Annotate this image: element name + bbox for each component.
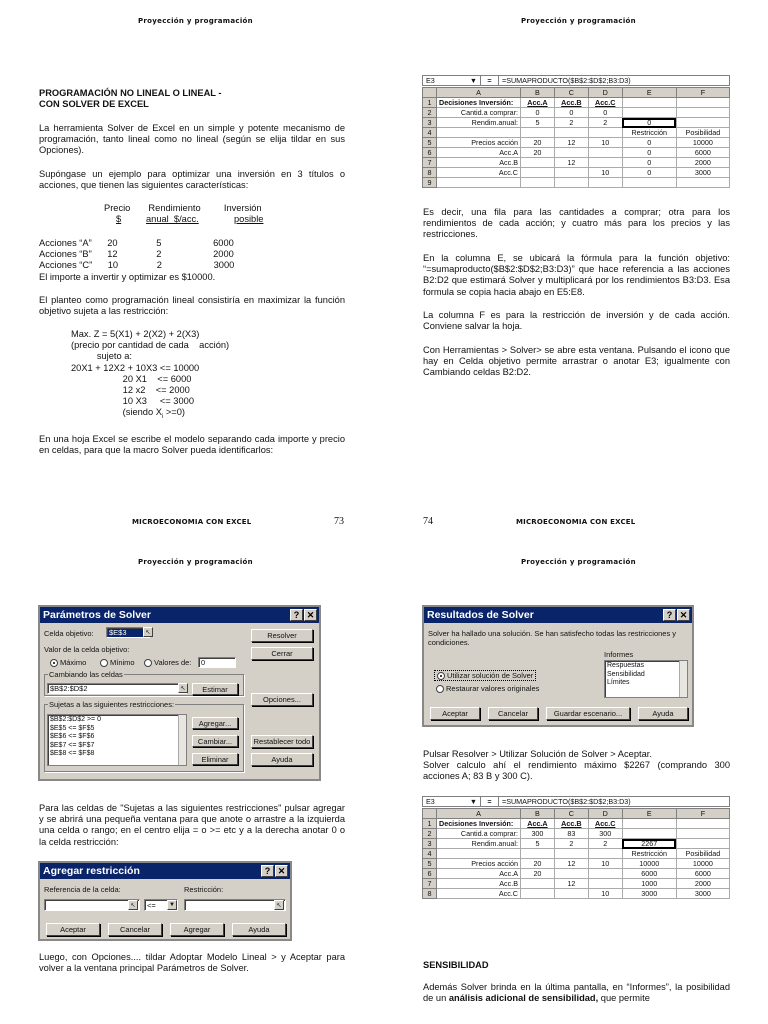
cell[interactable]: Restricción bbox=[622, 849, 676, 859]
result-message: Solver ha hallado una solución. Se han satisfecho todas las restricciones y condiciones. bbox=[428, 629, 677, 647]
row-header[interactable]: 6 bbox=[423, 148, 437, 158]
model-text: Max. Z = 5(X1) + 2(X2) + 2(X3) (precio por cantidad de cada acción) sujeto a: 20X1 + 12X2 + 10X3 <= 10000 20 X1 <= 6000 12 x2 <= 2000 10 X3 <= 3000 (siendo X bbox=[71, 329, 230, 418]
cell[interactable] bbox=[554, 128, 588, 138]
cell[interactable]: 0 bbox=[622, 158, 676, 168]
cell[interactable]: Acc.C bbox=[437, 168, 521, 178]
section-title bbox=[39, 88, 379, 110]
paragraph-line: Pulsar Resolver > Utilizar Solución de Solver > Aceptar. bbox=[423, 749, 652, 759]
chevron-down-icon[interactable]: ▼ bbox=[167, 900, 177, 910]
cell[interactable]: Acc.A bbox=[437, 148, 521, 158]
cell[interactable]: Acc.B bbox=[554, 98, 588, 108]
list-item[interactable]: Sensibilidad bbox=[607, 670, 645, 678]
close-button[interactable]: Cerrar bbox=[251, 647, 313, 660]
reports-label: Informes bbox=[604, 650, 634, 659]
constraint-input[interactable] bbox=[184, 899, 286, 911]
cell[interactable] bbox=[554, 148, 588, 158]
solver-results-dialog bbox=[422, 605, 694, 727]
paragraph-line: Solver calculo ahí el rendimiento máximo $2267 (comprando 300 acciones A; 83 B y 300 C). bbox=[423, 760, 730, 782]
help-icon[interactable]: ? bbox=[261, 865, 274, 877]
constraints-list[interactable] bbox=[47, 714, 187, 766]
cell[interactable]: 6000 bbox=[676, 869, 729, 879]
cell[interactable]: Acc.A bbox=[521, 98, 555, 108]
column-header[interactable]: F bbox=[676, 88, 729, 98]
table-header: Precio Rendimiento Inversión bbox=[104, 203, 262, 213]
cell[interactable] bbox=[676, 839, 729, 849]
cell[interactable]: Posibilidad bbox=[676, 128, 729, 138]
cell[interactable]: Decisiones Inversión: bbox=[437, 98, 521, 108]
cell[interactable]: 20 bbox=[521, 869, 555, 879]
row-header[interactable]: 2 bbox=[423, 108, 437, 118]
cell[interactable]: Acc.A bbox=[521, 819, 555, 829]
cell[interactable]: Cantid.a comprar: bbox=[437, 108, 521, 118]
collapse-icon[interactable]: ↖ bbox=[143, 627, 153, 637]
add-button[interactable]: Agregar bbox=[170, 923, 224, 936]
radio-keep-solution[interactable]: Utilizar solución de Solver bbox=[434, 670, 536, 681]
formula: =SUMAPRODUCTO($B$2:$D$2;B3:D3) bbox=[502, 797, 631, 806]
cell[interactable]: 5 bbox=[521, 839, 555, 849]
cell[interactable] bbox=[437, 178, 521, 188]
cell[interactable]: 2 bbox=[554, 118, 588, 128]
cell[interactable] bbox=[554, 168, 588, 178]
cell[interactable]: 10 bbox=[588, 859, 622, 869]
list-item[interactable]: $E$7 <= $F$7 bbox=[50, 741, 95, 749]
cell[interactable] bbox=[676, 829, 729, 839]
cell[interactable]: 5 bbox=[521, 118, 555, 128]
cell[interactable]: 10000 bbox=[622, 859, 676, 869]
text-span: que permite bbox=[598, 993, 650, 1004]
cell[interactable] bbox=[437, 849, 521, 859]
data-table: Acciones “A” 20 5 6000 Acciones “B” 12 2 2000 Acciones “C” 10 2 3000 bbox=[39, 238, 235, 271]
column-header[interactable]: B bbox=[521, 88, 555, 98]
column-header[interactable]: C bbox=[554, 88, 588, 98]
column-header[interactable]: B bbox=[521, 809, 555, 819]
cell[interactable]: 6000 bbox=[622, 869, 676, 879]
add-constraint-dialog bbox=[38, 861, 292, 941]
formula: =SUMAPRODUCTO($B$2:$D$2;B3:D3) bbox=[502, 76, 631, 85]
collapse-icon[interactable]: ↖ bbox=[178, 683, 188, 693]
cell[interactable]: 300 bbox=[521, 829, 555, 839]
table-header: anual $/acc. bbox=[146, 214, 199, 224]
cell[interactable]: 0 bbox=[622, 148, 676, 158]
formula-bar: E3 ▼ = =SUMAPRODUCTO($B$2:$D$2;B3:D3) bbox=[422, 75, 730, 86]
row-header[interactable]: 8 bbox=[423, 889, 437, 899]
save-scenario-button[interactable]: Guardar escenario... bbox=[546, 707, 630, 720]
cell[interactable] bbox=[554, 849, 588, 859]
paragraph: En una hoja Excel se escribe el modelo separando cada importe y precio en celdas, para que la macro Solver pueda identificarlos: bbox=[39, 434, 345, 456]
cell[interactable] bbox=[588, 128, 622, 138]
cell[interactable]: Decisiones Inversión: bbox=[437, 819, 521, 829]
column-header[interactable]: D bbox=[588, 88, 622, 98]
radio-values[interactable]: Valores de: bbox=[144, 658, 191, 667]
cell[interactable]: 6000 bbox=[676, 148, 729, 158]
help-button[interactable]: Ayuda bbox=[251, 753, 313, 766]
cell[interactable]: Acc.C bbox=[588, 98, 622, 108]
reset-button[interactable]: Restablecer todo bbox=[251, 735, 313, 748]
dialog-title: Parámetros de Solver bbox=[43, 609, 151, 621]
cell[interactable] bbox=[622, 829, 676, 839]
list-item[interactable]: $B$2:$D$2 >= 0 bbox=[50, 716, 101, 723]
text-span: Además Solver brinda en la última pantalla, en “Informes”, la posibilidad de un bbox=[423, 982, 730, 1004]
add-button[interactable]: Agregar... bbox=[192, 717, 238, 729]
cell[interactable]: Restricción bbox=[622, 128, 676, 138]
changing-cells-input[interactable]: $B$2:$D$2 bbox=[47, 683, 187, 694]
cell[interactable]: 12 bbox=[554, 158, 588, 168]
cell[interactable] bbox=[554, 178, 588, 188]
cell[interactable] bbox=[588, 178, 622, 188]
column-header[interactable]: E bbox=[622, 88, 676, 98]
cell[interactable] bbox=[588, 158, 622, 168]
cell[interactable]: 0 bbox=[521, 108, 555, 118]
row-header[interactable]: 8 bbox=[423, 168, 437, 178]
row-header[interactable]: 5 bbox=[423, 859, 437, 869]
table-header: $ bbox=[116, 214, 122, 224]
cell[interactable]: Acc.C bbox=[437, 889, 521, 899]
row-header[interactable]: 5 bbox=[423, 138, 437, 148]
column-header[interactable]: D bbox=[588, 809, 622, 819]
cell[interactable] bbox=[521, 158, 555, 168]
model bbox=[71, 329, 229, 423]
cell[interactable] bbox=[676, 118, 729, 128]
scrollbar[interactable] bbox=[178, 715, 186, 765]
paragraph: Con Herramientas > Solver> se abre esta ventana. Pulsando el icono que hay en Celda objetivo permite arrastrar o anotar E3; igualmente con Cambiando celdas B2:D2. bbox=[423, 345, 730, 378]
formula-bar: E3 ▼ = =SUMAPRODUCTO($B$2:$D$2;B3:D3) bbox=[422, 796, 730, 807]
paragraph: Supóngase un ejemplo para optimizar una inversión en 3 títulos o acciones, que tienen las siguientes características: bbox=[39, 169, 345, 191]
paragraph: En la columna E, se ubicará la fórmula para la función objetivo: “=sumaproducto($B$2:$D$2;B3:D3)” que hace referencia a las acciones B2:D2 que estimará Solver y multiplicará por los rendimientos B3:D3. Esa formula se copia hacia abajo en E5:E8. bbox=[423, 253, 730, 297]
subscript: i bbox=[161, 414, 164, 421]
cell[interactable]: 0 bbox=[588, 108, 622, 118]
cell[interactable] bbox=[521, 879, 555, 889]
cell[interactable]: 2 bbox=[554, 839, 588, 849]
cell[interactable] bbox=[588, 849, 622, 859]
cell[interactable] bbox=[622, 819, 676, 829]
list-item[interactable]: Límites bbox=[607, 679, 630, 686]
paragraph: La herramienta Solver de Excel en un simple y potente mecanismo de programación, tanto lineal como no lineal (según se elija tildar en sus Opciones). bbox=[39, 123, 345, 156]
reports-list[interactable] bbox=[604, 660, 688, 698]
section-title: SENSIBILIDAD bbox=[423, 960, 489, 970]
row-header[interactable]: 1 bbox=[423, 819, 437, 829]
row-header[interactable]: 4 bbox=[423, 128, 437, 138]
cell[interactable]: 10000 bbox=[676, 138, 729, 148]
cell[interactable]: Acc.B bbox=[437, 879, 521, 889]
cell[interactable]: 0 bbox=[622, 118, 676, 128]
radio-restore[interactable]: Restaurar valores originales bbox=[436, 684, 539, 693]
note: El importe a invertir y optimizar es $10000. bbox=[39, 272, 216, 282]
cell[interactable] bbox=[676, 98, 729, 108]
scrollbar[interactable] bbox=[679, 661, 687, 697]
cell[interactable]: 20 bbox=[521, 859, 555, 869]
list-item[interactable]: $E$8 <= $F$8 bbox=[50, 750, 95, 757]
cell[interactable]: Posibilidad bbox=[676, 849, 729, 859]
row-header[interactable]: 3 bbox=[423, 839, 437, 849]
help-button[interactable]: Ayuda bbox=[638, 707, 688, 720]
cell[interactable]: 3000 bbox=[676, 889, 729, 899]
page-number: 73 bbox=[334, 516, 344, 527]
dialog-title: Resultados de Solver bbox=[427, 609, 534, 621]
cell[interactable]: 2000 bbox=[676, 158, 729, 168]
spreadsheet bbox=[422, 808, 730, 899]
cell[interactable]: 2000 bbox=[676, 879, 729, 889]
cell[interactable]: 3000 bbox=[622, 889, 676, 899]
cell[interactable] bbox=[676, 819, 729, 829]
cell[interactable] bbox=[521, 889, 555, 899]
target-label: Celda objetivo: bbox=[44, 629, 94, 638]
restr-label: Restricción: bbox=[184, 885, 224, 894]
cell[interactable]: 2 bbox=[588, 118, 622, 128]
row-header[interactable]: 1 bbox=[423, 98, 437, 108]
paragraph: La columna F es para la restricción de inversión y de cada acción. Conviene salvar la hoja. bbox=[423, 310, 730, 332]
column-header[interactable]: A bbox=[437, 809, 521, 819]
cell[interactable] bbox=[588, 879, 622, 889]
cell[interactable]: 0 bbox=[622, 168, 676, 178]
cell[interactable]: Precios acción bbox=[437, 138, 521, 148]
cell[interactable]: 12 bbox=[554, 859, 588, 869]
column-header[interactable]: F bbox=[676, 809, 729, 819]
name-box[interactable]: E3 ▼ bbox=[423, 797, 481, 806]
column-header[interactable]: A bbox=[437, 88, 521, 98]
dialog-title: Agregar restricción bbox=[43, 865, 140, 877]
collapse-icon[interactable]: ↖ bbox=[128, 900, 138, 910]
paragraph: El planteo como programación lineal consistiría en maximizar la función objetivo sujeta a las restricción: bbox=[39, 295, 345, 317]
row-header[interactable]: 3 bbox=[423, 118, 437, 128]
solver-parameters-dialog bbox=[38, 605, 321, 781]
close-icon[interactable]: ✕ bbox=[304, 609, 317, 621]
row-header[interactable]: 6 bbox=[423, 869, 437, 879]
cell[interactable]: Acc.B bbox=[437, 158, 521, 168]
page-header: Proyección y programación bbox=[521, 17, 636, 25]
page-number: 74 bbox=[423, 516, 433, 527]
cell[interactable] bbox=[554, 889, 588, 899]
title-line: PROGRAMACIÓN NO LINEAL O LINEAL - bbox=[39, 88, 222, 98]
cell[interactable] bbox=[521, 849, 555, 859]
cell[interactable]: 10 bbox=[588, 168, 622, 178]
cell[interactable]: 0 bbox=[622, 138, 676, 148]
changing-label: Cambiando las celdas bbox=[49, 670, 123, 679]
cell[interactable] bbox=[622, 178, 676, 188]
radio-min[interactable]: Mínimo bbox=[100, 658, 135, 667]
cell[interactable] bbox=[521, 178, 555, 188]
solve-button[interactable]: Resolver bbox=[251, 629, 313, 642]
delete-button[interactable]: Eliminar bbox=[192, 753, 238, 765]
cell[interactable]: 20 bbox=[521, 148, 555, 158]
page-footer: MICROECONOMIA CON EXCEL bbox=[132, 518, 252, 526]
cell[interactable] bbox=[676, 178, 729, 188]
bold-text: análisis adicional de sensibilidad, bbox=[448, 993, 599, 1004]
cell[interactable]: Rendim.anual: bbox=[437, 839, 521, 849]
cell[interactable]: 10000 bbox=[676, 859, 729, 869]
paragraph bbox=[423, 982, 730, 1004]
cell[interactable]: 3000 bbox=[676, 168, 729, 178]
cell-reference-input[interactable] bbox=[44, 899, 140, 911]
cell[interactable]: 83 bbox=[554, 829, 588, 839]
column-header[interactable]: E bbox=[622, 809, 676, 819]
row-header[interactable]: 9 bbox=[423, 178, 437, 188]
cell[interactable] bbox=[588, 869, 622, 879]
cell[interactable]: Acc.B bbox=[554, 819, 588, 829]
paragraph: Para las celdas de "Sujetas a las siguientes restricciones" pulsar agregar y se abrirá una pequeña ventana para que anote o arrastre a la izquierda una celda o rango; en el centro elija = o >= etc y a la derecha anotar 0 o la celda restricción: bbox=[39, 803, 345, 847]
model-text: >=0) bbox=[163, 407, 185, 418]
row-header[interactable]: 2 bbox=[423, 829, 437, 839]
cell[interactable] bbox=[676, 108, 729, 118]
cell[interactable]: Rendim.anual: bbox=[437, 118, 521, 128]
options-button[interactable]: Opciones... bbox=[251, 693, 313, 706]
column-header[interactable] bbox=[423, 809, 437, 819]
name-box[interactable]: E3 ▼ bbox=[423, 76, 481, 85]
help-icon[interactable]: ? bbox=[663, 609, 676, 621]
cell[interactable] bbox=[554, 869, 588, 879]
constraints-label: Sujetas a las siguientes restricciones: bbox=[49, 700, 175, 709]
cell[interactable]: 12 bbox=[554, 879, 588, 889]
cell[interactable]: 12 bbox=[554, 138, 588, 148]
cell[interactable]: 10 bbox=[588, 138, 622, 148]
cell[interactable]: Precios acción bbox=[437, 859, 521, 869]
cell[interactable]: Cantid.a comprar: bbox=[437, 829, 521, 839]
value-label: Valor de la celda objetivo: bbox=[44, 645, 130, 654]
cell[interactable] bbox=[437, 128, 521, 138]
list-item[interactable]: $E$6 <= $F$6 bbox=[50, 733, 95, 740]
cell[interactable] bbox=[521, 128, 555, 138]
ok-button[interactable]: Aceptar bbox=[46, 923, 100, 936]
radio-max[interactable]: Máximo bbox=[50, 658, 86, 667]
help-button[interactable]: Ayuda bbox=[232, 923, 286, 936]
cancel-button[interactable]: Cancelar bbox=[488, 707, 538, 720]
cell[interactable] bbox=[588, 148, 622, 158]
column-header[interactable] bbox=[423, 88, 437, 98]
values-input[interactable]: 0 bbox=[198, 657, 236, 668]
cell[interactable]: 2267 bbox=[622, 839, 676, 849]
row-header[interactable]: 7 bbox=[423, 879, 437, 889]
cell[interactable] bbox=[521, 168, 555, 178]
cell[interactable]: 2 bbox=[588, 839, 622, 849]
row-header[interactable]: 4 bbox=[423, 849, 437, 859]
cell[interactable] bbox=[622, 108, 676, 118]
close-icon[interactable]: ✕ bbox=[275, 865, 288, 877]
row-header[interactable]: 7 bbox=[423, 158, 437, 168]
close-icon[interactable]: ✕ bbox=[677, 609, 690, 621]
cell[interactable]: 10 bbox=[588, 889, 622, 899]
operator-select[interactable]: <= bbox=[144, 899, 178, 911]
collapse-icon[interactable]: ↖ bbox=[274, 900, 284, 910]
help-icon[interactable]: ? bbox=[290, 609, 303, 621]
cancel-button[interactable]: Cancelar bbox=[108, 923, 162, 936]
table-header: posible bbox=[234, 214, 264, 224]
page-footer: MICROECONOMIA CON EXCEL bbox=[516, 518, 636, 526]
list-item[interactable]: $E$5 <= $F$5 bbox=[50, 724, 95, 732]
estimate-button[interactable]: Estimar bbox=[192, 683, 238, 695]
page-header: Proyección y programación bbox=[138, 17, 253, 25]
cell[interactable]: 20 bbox=[521, 138, 555, 148]
spreadsheet bbox=[422, 87, 730, 188]
change-button[interactable]: Cambiar... bbox=[192, 735, 238, 747]
paragraph: Es decir, una fila para las cantidades a comprar; otra para los rendimientos de cada acción; y cuatro más para los precios y las restricciones. bbox=[423, 207, 730, 240]
page-header: Proyección y programación bbox=[138, 558, 253, 566]
cell[interactable]: Acc.C bbox=[588, 819, 622, 829]
cell[interactable]: Acc.A bbox=[437, 869, 521, 879]
cell[interactable]: 1000 bbox=[622, 879, 676, 889]
column-header[interactable]: C bbox=[554, 809, 588, 819]
title-line: CON SOLVER DE EXCEL bbox=[39, 99, 149, 109]
ref-label: Referencia de la celda: bbox=[44, 885, 121, 894]
target-cell-input[interactable]: $E$3 bbox=[106, 627, 150, 638]
page-header: Proyección y programación bbox=[521, 558, 636, 566]
cell[interactable]: 0 bbox=[554, 108, 588, 118]
cell[interactable]: 300 bbox=[588, 829, 622, 839]
cell[interactable] bbox=[622, 98, 676, 108]
paragraph: Luego, con Opciones.... tildar Adoptar Modelo Lineal > y Aceptar para volver a la ventana principal Parámetros de Solver. bbox=[39, 952, 345, 974]
ok-button[interactable]: Aceptar bbox=[430, 707, 480, 720]
list-item[interactable]: Respuestas bbox=[607, 662, 644, 669]
paragraph bbox=[423, 749, 730, 783]
